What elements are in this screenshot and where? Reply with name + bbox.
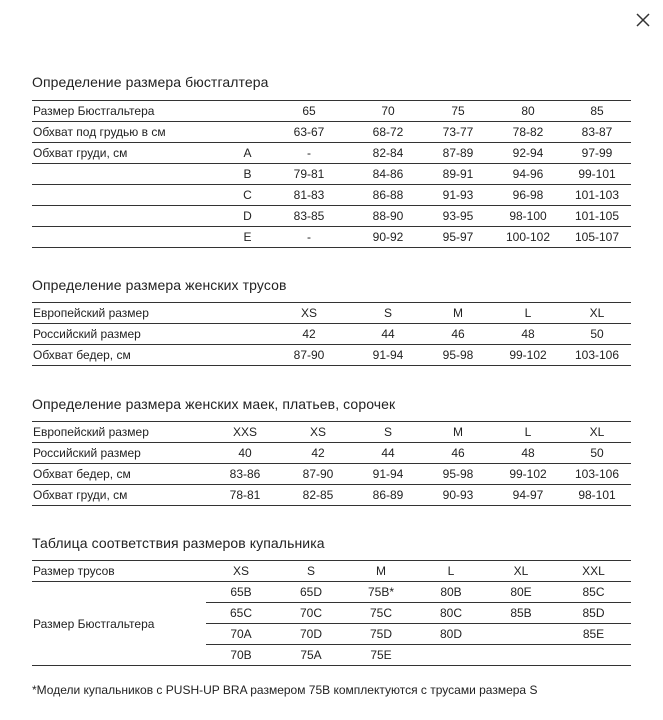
table-cell: 80 [493, 101, 563, 122]
table-cell: 101-105 [563, 206, 631, 227]
table-cell: 75 [423, 101, 493, 122]
table-cell [416, 645, 486, 666]
table-cell: 87-89 [423, 143, 493, 164]
table-cell: L [493, 303, 563, 324]
table-cell: XL [486, 561, 556, 582]
swimsuit-size-table [32, 560, 631, 666]
table-cell: M [423, 422, 493, 443]
footnote: *Модели купальников с PUSH-UP BRA размером 75B комплектуются с трусами размера S [32, 683, 538, 697]
table-cell: 98-101 [563, 485, 631, 506]
table-cell: 87-90 [265, 345, 353, 366]
table-cell: 97-99 [563, 143, 631, 164]
row-label: Российский размер [32, 443, 207, 464]
table-cell [486, 645, 556, 666]
panties-size-table [32, 302, 631, 366]
table-cell: 100-102 [493, 227, 563, 248]
table-cell [486, 624, 556, 645]
table-cell: 96-98 [493, 185, 563, 206]
table-cell: XL [563, 303, 631, 324]
table-cell: 82-85 [283, 485, 353, 506]
table-cell: XXS [207, 422, 283, 443]
table-cell: 85 [563, 101, 631, 122]
table-cell: 65C [206, 603, 276, 624]
table-cell: 48 [493, 324, 563, 345]
cup-label: C [230, 185, 265, 206]
row-label: Размер Бюстгальтера [32, 101, 265, 122]
table-row [32, 303, 631, 324]
cup-label: D [230, 206, 265, 227]
row-label: Российский размер [32, 324, 265, 345]
table-row [32, 582, 631, 603]
table-cell: XL [563, 422, 631, 443]
table-row [32, 185, 631, 206]
table-cell: 70A [206, 624, 276, 645]
table-cell: 99-102 [493, 464, 563, 485]
table-cell: 73-77 [423, 122, 493, 143]
table-row [32, 206, 631, 227]
table-cell: 92-94 [493, 143, 563, 164]
bra-size-table [32, 100, 631, 248]
table-row [32, 164, 631, 185]
table-cell: 91-93 [423, 185, 493, 206]
table-cell: 40 [207, 443, 283, 464]
row-label: Размер трусов [32, 561, 206, 582]
table-cell: 99-101 [563, 164, 631, 185]
table-cell: 79-81 [265, 164, 353, 185]
table-cell: 105-107 [563, 227, 631, 248]
table-cell: 83-86 [207, 464, 283, 485]
table-cell: 95-97 [423, 227, 493, 248]
table-cell: 70D [276, 624, 346, 645]
table-cell: 50 [563, 443, 631, 464]
table-cell: 103-106 [563, 464, 631, 485]
table-cell: 90-92 [353, 227, 423, 248]
table-row [32, 422, 631, 443]
table-cell: 75B* [346, 582, 416, 603]
panties-size-title: Определение размера женских трусов [32, 277, 287, 293]
table-cell: L [416, 561, 486, 582]
table-row [32, 443, 631, 464]
table-row [32, 561, 631, 582]
table-cell: XS [265, 303, 353, 324]
table-row [32, 101, 631, 122]
table-cell: 42 [265, 324, 353, 345]
row-label: Обхват под грудью в см [32, 122, 265, 143]
table-cell: 68-72 [353, 122, 423, 143]
table-cell: 82-84 [353, 143, 423, 164]
table-cell: 48 [493, 443, 563, 464]
row-label: Обхват груди, см [32, 143, 230, 164]
table-cell: 65B [206, 582, 276, 603]
table-cell: 46 [423, 324, 493, 345]
table-cell: 89-91 [423, 164, 493, 185]
table-cell: 44 [353, 443, 423, 464]
table-cell: 90-93 [423, 485, 493, 506]
bra-size-title: Определение размера бюстгалтера [32, 74, 269, 90]
table-cell: 78-81 [207, 485, 283, 506]
table-cell: 46 [423, 443, 493, 464]
table-cell: 50 [563, 324, 631, 345]
bra-size-section [32, 71, 631, 248]
table-cell: S [276, 561, 346, 582]
table-cell: 78-82 [493, 122, 563, 143]
cup-label: E [230, 227, 265, 248]
table-row [32, 324, 631, 345]
panties-size-section [32, 274, 631, 366]
tops-size-table [32, 421, 631, 506]
table-cell: 95-98 [423, 345, 493, 366]
table-cell: 83-87 [563, 122, 631, 143]
table-row [32, 485, 631, 506]
table-cell: 80E [486, 582, 556, 603]
table-cell: 85B [486, 603, 556, 624]
table-cell: 88-90 [353, 206, 423, 227]
table-cell: 98-100 [493, 206, 563, 227]
row-label: Обхват бедер, см [32, 345, 265, 366]
table-cell: 42 [283, 443, 353, 464]
table-cell: 81-83 [265, 185, 353, 206]
table-cell: 75E [346, 645, 416, 666]
swimsuit-size-section [32, 532, 631, 666]
row-label: Обхват бедер, см [32, 464, 207, 485]
row-label: Европейский размер [32, 422, 207, 443]
table-cell: 101-103 [563, 185, 631, 206]
table-cell: 85C [556, 582, 631, 603]
table-cell: 83-85 [265, 206, 353, 227]
table-cell: 75A [276, 645, 346, 666]
table-cell: 94-97 [493, 485, 563, 506]
row-label: Обхват груди, см [32, 485, 207, 506]
table-row [32, 227, 631, 248]
table-cell: 80C [416, 603, 486, 624]
table-cell: M [346, 561, 416, 582]
table-cell: 70B [206, 645, 276, 666]
table-cell: 85E [556, 624, 631, 645]
table-cell: 95-98 [423, 464, 493, 485]
table-cell: 87-90 [283, 464, 353, 485]
table-cell: 91-94 [353, 345, 423, 366]
table-cell: 70 [353, 101, 423, 122]
table-cell: L [493, 422, 563, 443]
close-icon[interactable] [631, 8, 655, 32]
table-cell: 70C [276, 603, 346, 624]
table-cell: 63-67 [265, 122, 353, 143]
table-row [32, 345, 631, 366]
table-cell: 65D [276, 582, 346, 603]
row-label: Размер Бюстгальтера [32, 582, 206, 666]
tops-size-title: Определение размера женских маек, платьев, сорочек [32, 396, 396, 412]
table-cell: S [353, 422, 423, 443]
table-cell: 94-96 [493, 164, 563, 185]
table-cell: 75C [346, 603, 416, 624]
table-cell: 80B [416, 582, 486, 603]
close-button[interactable] [631, 8, 655, 32]
table-cell: 80D [416, 624, 486, 645]
table-row [32, 122, 631, 143]
table-cell: 93-95 [423, 206, 493, 227]
table-cell: 99-102 [493, 345, 563, 366]
table-cell: XXL [556, 561, 631, 582]
table-cell [556, 645, 631, 666]
table-cell: 84-86 [353, 164, 423, 185]
table-cell: XS [206, 561, 276, 582]
cup-label: A [230, 143, 265, 164]
table-cell: 91-94 [353, 464, 423, 485]
swimsuit-size-title: Таблица соответствия размеров купальника [32, 535, 325, 551]
table-cell: 75D [346, 624, 416, 645]
table-cell: - [265, 143, 353, 164]
table-cell: XS [283, 422, 353, 443]
table-cell: M [423, 303, 493, 324]
table-row [32, 143, 631, 164]
table-cell: 86-89 [353, 485, 423, 506]
table-cell: 86-88 [353, 185, 423, 206]
table-row [32, 464, 631, 485]
table-cell: - [265, 227, 353, 248]
table-cell: 85D [556, 603, 631, 624]
cup-label: B [230, 164, 265, 185]
tops-size-section [32, 393, 631, 506]
table-cell: 103-106 [563, 345, 631, 366]
table-cell: S [353, 303, 423, 324]
row-label: Европейский размер [32, 303, 265, 324]
table-cell: 44 [353, 324, 423, 345]
table-cell: 65 [265, 101, 353, 122]
